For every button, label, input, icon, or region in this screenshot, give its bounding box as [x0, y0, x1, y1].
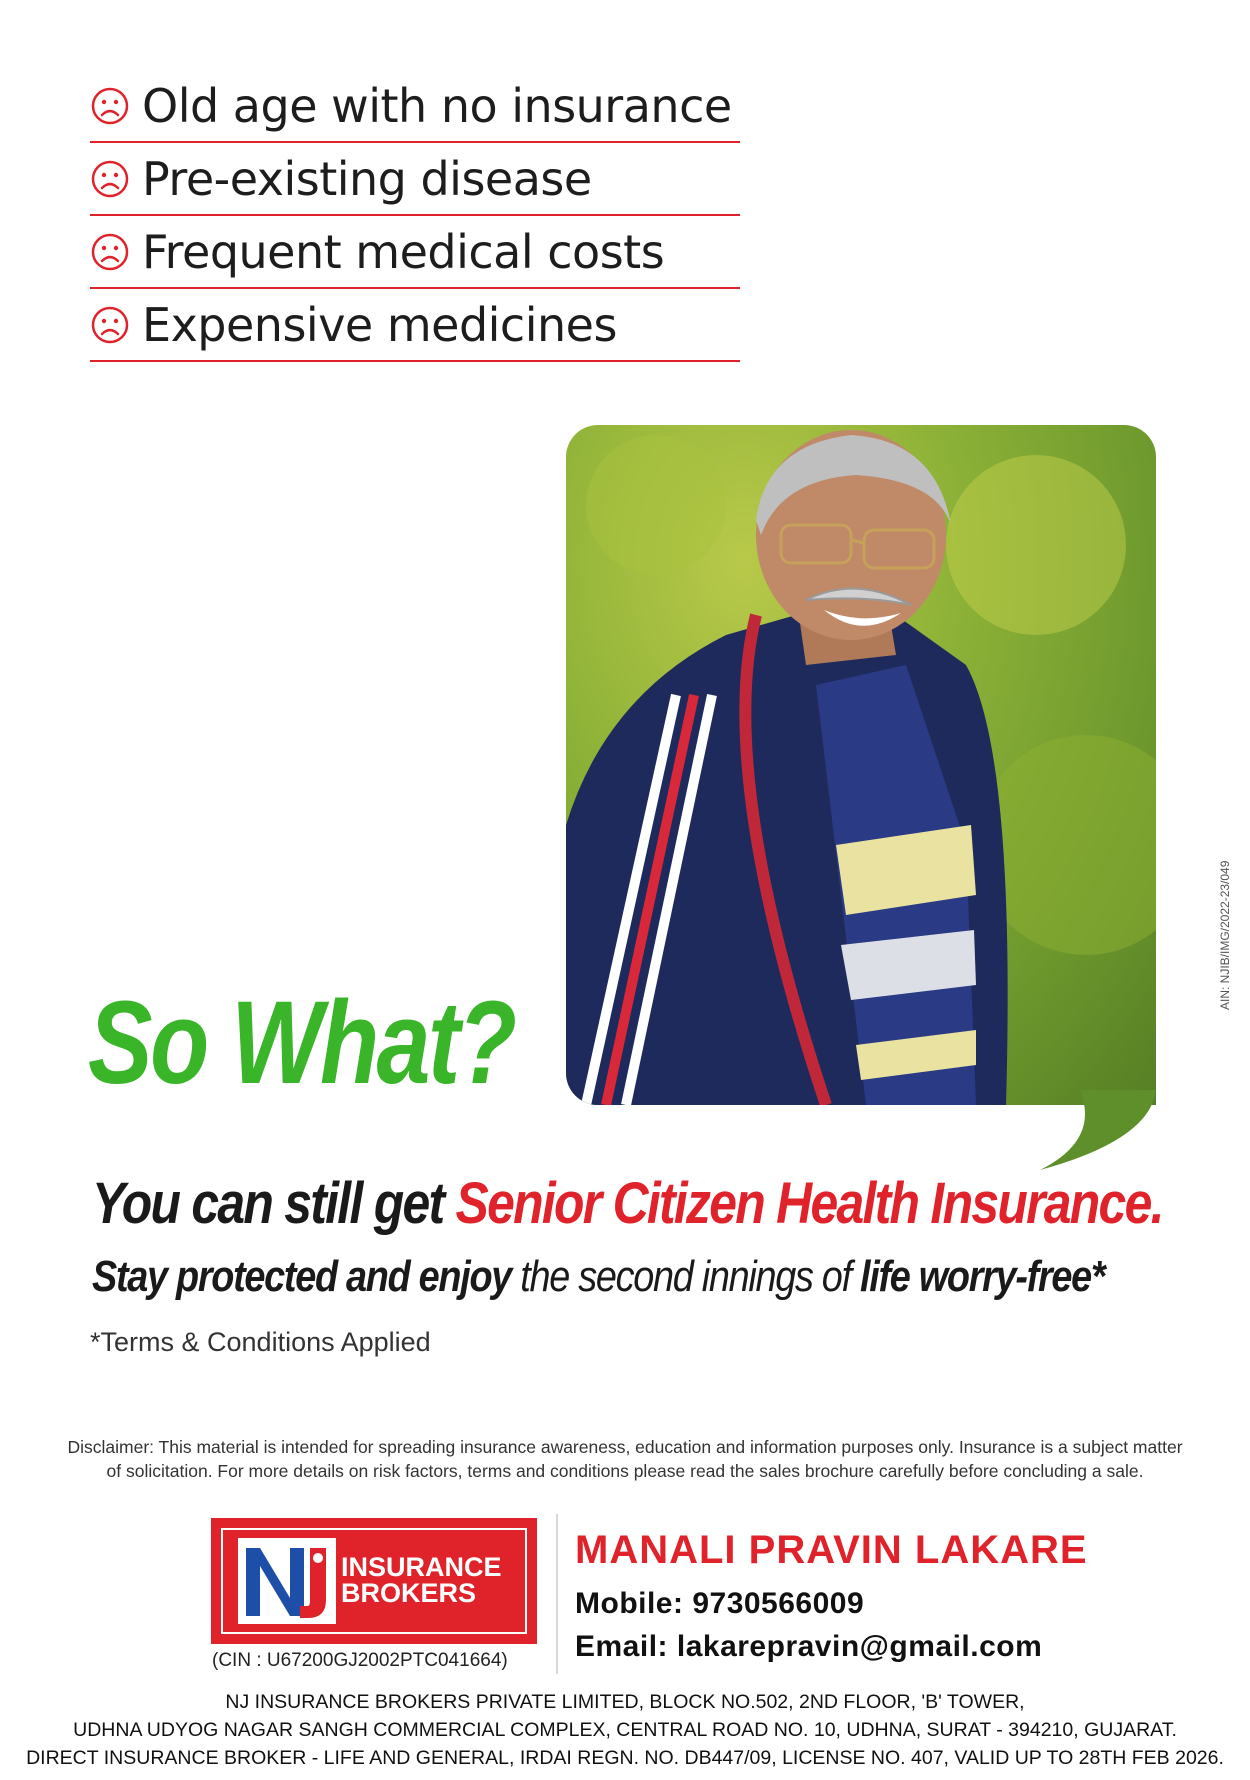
- concern-item: [90, 70, 740, 143]
- sad-face-icon: [90, 232, 130, 272]
- sad-face-icon: [90, 86, 130, 126]
- subline: [92, 1252, 1104, 1302]
- concern-item: [90, 289, 740, 362]
- disclaimer: [50, 1435, 1200, 1483]
- address-line: DIRECT INSURANCE BROKER - LIFE AND GENERAL, IRDAI REGN. NO. DB447/09, LICENSE NO. 407, VALID UP TO 28TH FEB 2026.: [26, 1747, 1224, 1769]
- ain-code: AIN: NJIB/IMG/2022-23/049: [1218, 860, 1232, 1010]
- disclaimer-line: Disclaimer: This material is intended for spreading insurance awareness, education and information purposes only. Insurance is a subject matter: [67, 1437, 1183, 1457]
- company-address: [20, 1688, 1230, 1772]
- address-line: UDHNA UDYOG NAGAR SANGH COMMERCIAL COMPLEX, CENTRAL ROAD NO. 10, UDHNA, SURAT - 394210, GUJARAT.: [73, 1719, 1177, 1741]
- logo-line: INSURANCE: [341, 1552, 502, 1582]
- sad-face-icon: [90, 159, 130, 199]
- sad-face-icon: [90, 305, 130, 345]
- concern-item: [90, 143, 740, 216]
- agent-email: Email: lakarepravin@gmail.com: [575, 1630, 1043, 1663]
- concern-text: Old age with no insurance: [142, 78, 732, 133]
- nj-logo-mark-icon: [238, 1538, 336, 1624]
- concern-item: [90, 216, 740, 289]
- cin-number: (CIN : U67200GJ2002PTC041664): [212, 1650, 508, 1671]
- logo-text: [341, 1554, 502, 1606]
- agent-name: MANALI PRAVIN LAKARE: [575, 1528, 1088, 1572]
- concern-list: [90, 70, 740, 362]
- logo-line: BROKERS: [341, 1578, 477, 1608]
- disclaimer-line: of solicitation. For more details on risk factors, terms and conditions please read the sales brochure carefully before concluding a sale.: [106, 1461, 1144, 1481]
- nj-insurance-brokers-logo: [211, 1518, 537, 1644]
- concern-text: Frequent medical costs: [142, 224, 665, 279]
- address-line: NJ INSURANCE BROKERS PRIVATE LIMITED, BLOCK NO.502, 2ND FLOOR, 'B' TOWER,: [225, 1691, 1025, 1713]
- subline-bold-start: Stay protected and enjoy: [92, 1252, 512, 1301]
- concern-text: Expensive medicines: [142, 297, 617, 352]
- senior-man-photo: [566, 425, 1156, 1105]
- vertical-divider: [556, 1514, 558, 1674]
- subline-middle: the second innings of: [511, 1252, 861, 1301]
- headline: [92, 1170, 1163, 1237]
- so-what-heading: So What?: [88, 977, 515, 1109]
- headline-highlight: Senior Citizen Health Insurance.: [455, 1171, 1163, 1236]
- senior-man-illustration: [566, 425, 1156, 1105]
- speech-bubble-tail: [1040, 1090, 1160, 1170]
- concern-text: Pre-existing disease: [142, 151, 592, 206]
- terms-note: *Terms & Conditions Applied: [90, 1327, 431, 1357]
- subline-bold-end: life worry-free*: [860, 1252, 1105, 1301]
- headline-prefix: You can still get: [92, 1171, 456, 1236]
- agent-mobile: Mobile: 9730566009: [575, 1587, 865, 1620]
